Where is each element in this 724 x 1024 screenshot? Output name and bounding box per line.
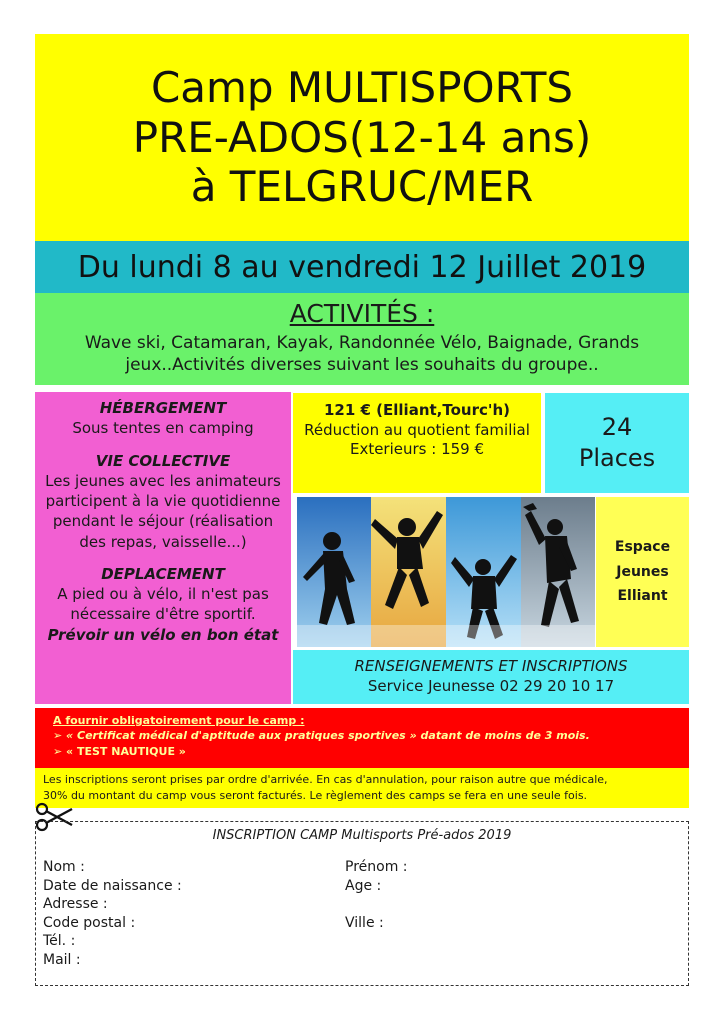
price-box — [293, 393, 541, 493]
form-tel-label: Tél. : — [43, 933, 76, 950]
price-reduction: Réduction au quotient familial — [304, 420, 530, 439]
form-title: INSCRIPTION CAMP Multisports Pré-ados 2019 — [212, 828, 512, 843]
inscription-notice — [35, 768, 689, 808]
deplacement-text: A pied ou à vélo, il n'est pas nécessaire d'être sportif. — [57, 585, 269, 624]
required-heading: A fournir obligatoirement pour le camp : — [53, 714, 305, 727]
espace-line-1: Espace — [614, 539, 671, 556]
espace-line-3: Elliant — [617, 588, 668, 605]
form-mail-label: Mail : — [43, 951, 81, 968]
form-ville-label: Ville : — [345, 914, 384, 931]
deplacement-emphasis: Prévoir un vélo en bon état — [47, 625, 279, 644]
espace-jeunes-logo — [596, 497, 689, 647]
places-label: Places — [578, 444, 656, 472]
price-exterieurs: Exterieurs : 159 € — [349, 440, 485, 458]
places-count: 24 — [601, 412, 633, 441]
inscription-form — [35, 821, 689, 986]
form-naissance-label: Date de naissance : — [43, 877, 182, 894]
title-banner — [35, 34, 689, 241]
dates-banner: Du lundi 8 au vendredi 12 Juillet 2019 — [35, 241, 689, 293]
form-nom-label: Nom : — [43, 859, 85, 876]
vie-collective-heading: VIE COLLECTIVE — [95, 451, 231, 470]
hebergement-heading: HÉBERGEMENT — [99, 399, 227, 417]
info-column — [35, 392, 291, 704]
espace-line-2: Jeunes — [616, 563, 669, 580]
required-documents — [35, 708, 689, 768]
photo-illustration — [297, 497, 595, 647]
notice-line-1: Les inscriptions seront prises par ordre d'arrivée. En cas d'annulation, pour raison autre que médicale, — [43, 773, 608, 786]
jumping-kids-photo — [297, 497, 595, 647]
activities-text: Wave ski, Catamaran, Kayak, Randonnée Vélo, Baignade, Grands jeux..Activités diverses suivant les souhaits du groupe.. — [84, 333, 640, 376]
form-age-label: Age : — [345, 877, 382, 894]
activities-heading: ACTIVITÉS : — [289, 299, 435, 328]
renseignements-contact: Service Jeunesse 02 29 20 10 17 — [367, 677, 615, 696]
form-prenom-label: Prénom : — [345, 859, 408, 876]
required-item-certificat: ➢ « Certificat médical d'aptitude aux pratiques sportives » datant de moins de 3 mois. — [53, 729, 590, 743]
renseignements-box — [293, 650, 689, 704]
title-line-3: à TELGRUC/MER — [190, 162, 534, 212]
renseignements-heading: RENSEIGNEMENTS ET INSCRIPTIONS — [354, 657, 628, 675]
activities-section — [35, 293, 689, 385]
vie-collective-text: Les jeunes avec les animateurs participent à la vie quotidienne pendant le séjour (réalisation des repas, vaisselle...) — [45, 471, 281, 551]
places-box — [545, 393, 689, 493]
hebergement-text: Sous tentes en camping — [72, 419, 254, 438]
notice-line-2: 30% du montant du camp vous seront facturés. Le règlement des camps se fera en une seule fois. — [43, 788, 588, 802]
price-main: 121 € (Elliant,Tourc'h) — [323, 401, 511, 419]
title-line-1: Camp MULTISPORTS — [150, 63, 574, 113]
required-item-test: ➢ « TEST NAUTIQUE » — [53, 744, 186, 758]
form-adresse-label: Adresse : — [43, 896, 108, 913]
form-code-postal-label: Code postal : — [43, 914, 136, 931]
title-line-2: PRE-ADOS(12-14 ans) — [132, 112, 592, 162]
deplacement-heading: DEPLACEMENT — [101, 564, 225, 583]
